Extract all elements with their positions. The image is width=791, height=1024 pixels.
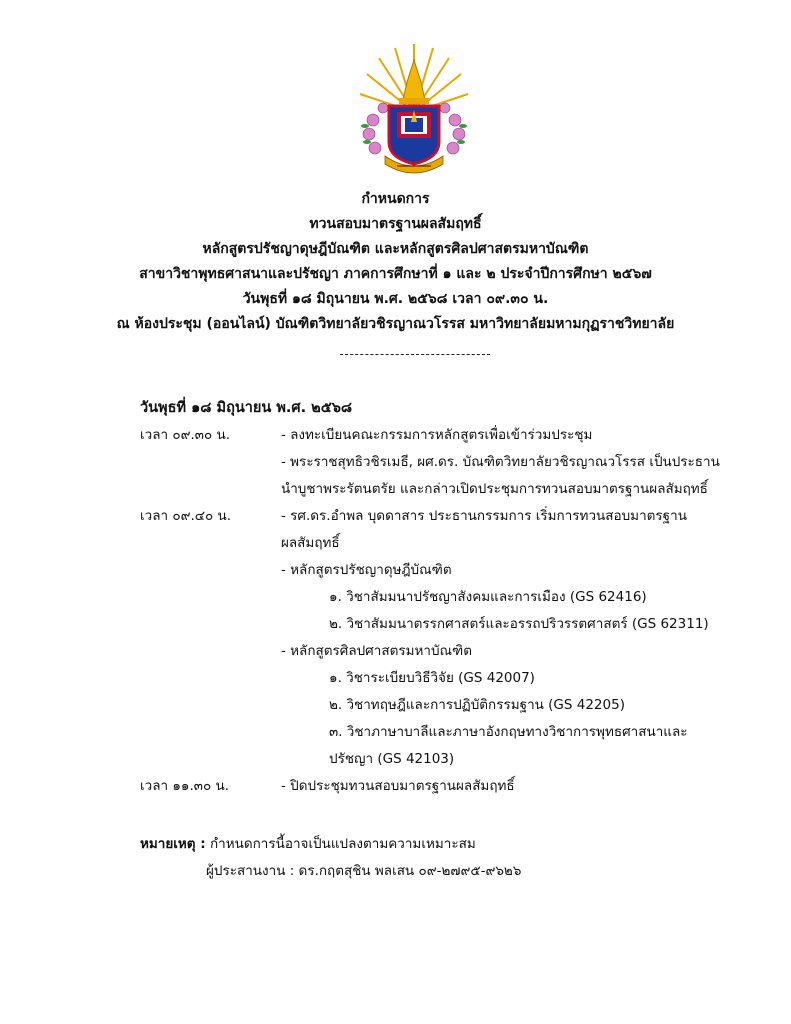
phd-program-label: - หลักสูตรปรัชญาดุษฎีบัณฑิต <box>281 562 452 578</box>
remark-label: หมายเหตุ : <box>140 836 206 852</box>
ma-program-label: - หลักสูตรศิลปศาสตรมหาบัณฑิต <box>281 643 473 659</box>
phd-course-1: ๑. วิชาสัมมนาปรัชญาสังคมและการเมือง (GS 62416) <box>329 589 647 605</box>
schedule-item-opening-cont: นำบูชาพระรัตนตรัย และกล่าวเปิดประชุมการทวนสอบมาตรฐานผลสัมฤทธิ์ <box>281 481 708 497</box>
document-subtitle: ทวนสอบมาตรฐานผลสัมฤทธิ์ <box>309 216 482 232</box>
document-title: กำหนดการ <box>361 191 430 207</box>
ma-course-2: ๒. วิชาทฤษฎีและการปฏิบัติกรรมฐาน (GS 42205) <box>329 697 625 713</box>
schedule-time-2: เวลา ๐๙.๔๐ น. <box>140 508 232 524</box>
remark <box>140 832 476 856</box>
schedule-item-review-start-cont: ผลสัมฤทธิ์ <box>281 535 340 551</box>
meeting-venue: ณ ห้องประชุม (ออนไลน์) บัณฑิตวิทยาลัยวชิรญาณวโรรส มหาวิทยาลัยมหามกุฏราชวิทยาลัย <box>116 316 675 332</box>
university-crest-icon <box>355 42 473 177</box>
program-names: หลักสูตรปรัชญาดุษฎีบัณฑิต และหลักสูตรศิลปศาสตรมหาบัณฑิต <box>202 241 589 257</box>
ma-course-3: ๓. วิชาภาษาบาลีและภาษาอังกฤษทางวิชาการพุทธศาสนาและ <box>329 724 688 740</box>
schedule-time-1: เวลา ๐๙.๓๐ น. <box>140 427 231 443</box>
schedule-item-review-start: - รศ.ดร.อำพล บุดดาสาร ประธานกรรมการ เริ่มการทวนสอบมาตรฐาน <box>281 508 687 524</box>
remark-text: กำหนดการนี้อาจเป็นแปลงตามความเหมาะสม <box>205 836 476 852</box>
coordinator-contact: ผู้ประสานงาน : ดร.กฤตสุชิน พลเสน ๐๙-๒๗๙๕-๙๖๒๖ <box>206 863 522 879</box>
schedule-date-heading: วันพุธที่ ๑๘ มิถุนายน พ.ศ. ๒๕๖๘ <box>140 400 353 416</box>
schedule-item-closing: - ปิดประชุมทวนสอบมาตรฐานผลสัมฤทธิ์ <box>281 778 515 794</box>
header-divider <box>340 354 490 355</box>
schedule-item-opening: - พระราชสุทธิวชิรเมธี, ผศ.ดร. บัณฑิตวิทยาลัยวชิรญาณวโรรส เป็นประธาน <box>281 454 720 470</box>
department-term: สาขาวิชาพุทธศาสนาและปรัชญา ภาคการศึกษาที่ ๑ และ ๒ ประจำปีการศึกษา ๒๕๖๗ <box>139 266 652 282</box>
ma-course-1: ๑. วิชาระเบียบวิธีวิจัย (GS 42007) <box>329 670 535 686</box>
schedule-item-registration: - ลงทะเบียนคณะกรรมการหลักสูตรเพื่อเข้าร่วมประชุม <box>281 427 593 443</box>
ma-course-3-cont: ปรัชญา (GS 42103) <box>329 751 455 767</box>
schedule-time-3: เวลา ๑๑.๓๐ น. <box>140 778 230 794</box>
phd-course-2: ๒. วิชาสัมมนาตรรกศาสตร์และอรรถปริวรรตศาสตร์ (GS 62311) <box>329 616 709 632</box>
meeting-datetime: วันพุธที่ ๑๘ มิถุนายน พ.ศ. ๒๕๖๘ เวลา ๐๙.๓๐ น. <box>242 291 549 307</box>
document-header <box>0 187 791 337</box>
